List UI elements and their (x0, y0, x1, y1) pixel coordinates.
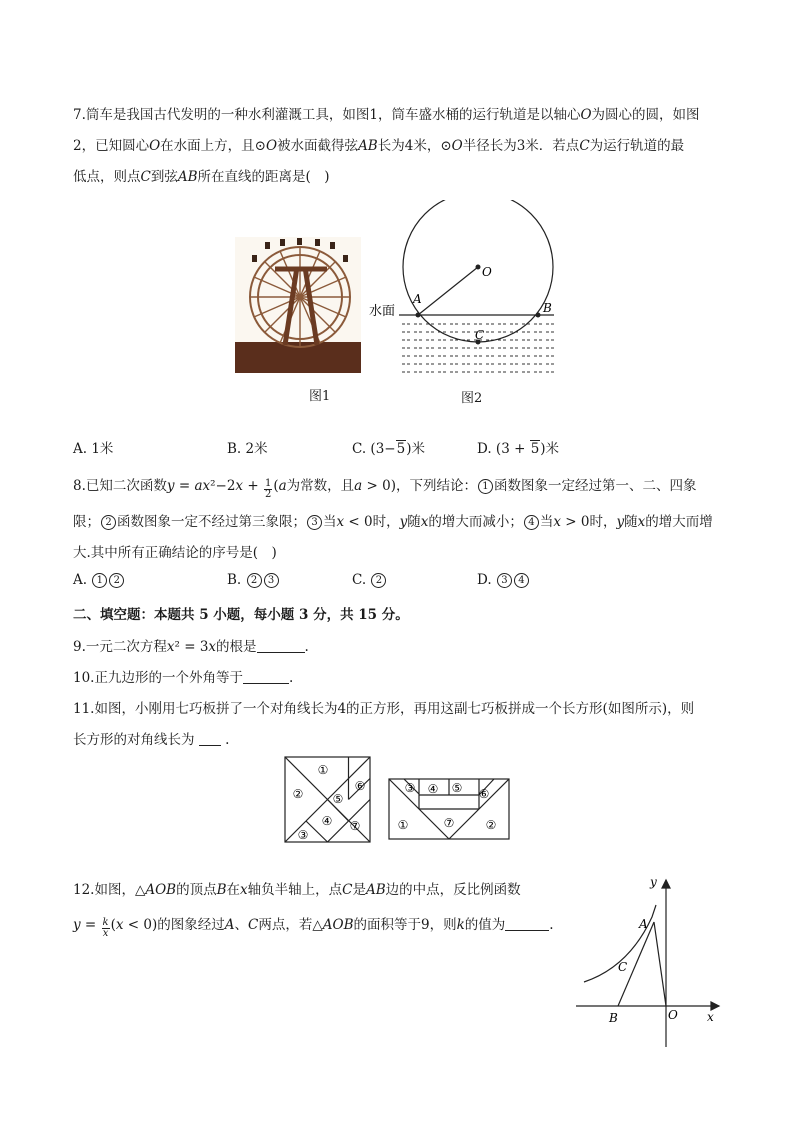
tangram-label: ⑦ (349, 819, 361, 833)
x-axis-arrow-icon (711, 1002, 719, 1010)
tangram-label: ① (317, 763, 329, 777)
q7-option-b[interactable]: B. 2米 (227, 441, 268, 457)
q7-option-a[interactable]: A. 1米 (73, 441, 114, 457)
q8-text-line2: 限； 2 函数图象一定不经过第三象限； 3 当x < 0时，y随x的增大而减小； 4 当x > 0时，y随x的增大而增 (73, 514, 713, 530)
q7-figure1-waterwheel-image (235, 237, 361, 373)
label-O: O (668, 1008, 678, 1022)
tangram-label: ⑥ (354, 779, 366, 793)
label-B: B (609, 1011, 618, 1025)
q11-tangram-square (283, 755, 373, 845)
q9-answer-blank[interactable] (257, 640, 305, 653)
tangram-label: ① (397, 818, 409, 832)
q7-figure1-caption: 图1 (309, 389, 331, 404)
axis-label-x: x (707, 1010, 714, 1024)
tangram-label: ⑥ (478, 787, 490, 801)
label-A: A (413, 292, 422, 306)
q7-figure2-caption: 图2 (461, 391, 483, 406)
axis-label-y: y (650, 875, 657, 889)
label-O: O (482, 265, 492, 279)
water-region (399, 317, 554, 373)
q7-text-line1: 7.筒车是我国古代发明的一种水利灌溉工具，如图1，筒车盛水桶的运行轨道是以轴心O为圆心的圆，如图 (73, 107, 700, 123)
q9-text: 9.一元二次方程x² = 3x的根是 . (73, 639, 309, 655)
label-C: C (618, 960, 628, 974)
tangram-label: ② (292, 787, 304, 801)
tangram-label: ② (485, 818, 497, 832)
q8-text-line1: 8.已知二次函数y = ax²−2x + $\frac{1}{2}$ (a为常数，且a > 0)，下列结论： 1 函数图象一定经过第一、二、四象 (73, 478, 697, 500)
tangram-label: ④ (427, 782, 439, 796)
tangram-label: ④ (321, 814, 333, 828)
q7-text-line2: 2，已知圆心O在水面上方，且⊙O被水面截得弦AB长为4米，⊙O半径长为3米．若点C为运行轨道的最 (73, 138, 685, 154)
tangram-label: ⑤ (332, 792, 344, 806)
q11-text-line1: 11.如图，小刚用七巧板拼了一个对角线长为4的正方形，再用这副七巧板拼成一个长方形(如图所示)，则 (73, 701, 695, 717)
y-axis-arrow-icon (662, 880, 670, 888)
q8-option-c[interactable]: C. 2 (352, 572, 387, 588)
q11-tangram-rectangle (387, 777, 513, 843)
label-C: C (475, 328, 485, 342)
q8-option-d[interactable]: D. 3 4 (477, 572, 530, 588)
q7-figure2-diagram (365, 200, 565, 378)
tangram-label: ⑤ (451, 781, 463, 795)
q11-text-line2: 长方形的对角线长为 . (73, 732, 230, 748)
segment-AO (654, 922, 666, 1006)
q12-answer-blank[interactable] (505, 918, 549, 931)
label-B: B (543, 301, 552, 315)
tangram-label: ③ (404, 781, 416, 795)
q10-answer-blank[interactable] (243, 671, 289, 684)
q10-text: 10.正九边形的一个外角等于 . (73, 670, 294, 686)
q8-text-line3: 大.其中所有正确结论的序号是( ) (73, 545, 277, 561)
radius-OA (418, 267, 478, 315)
q7-option-d[interactable]: D. (3 + 5)米 (477, 441, 560, 457)
q12-graph (574, 872, 724, 1052)
section2-heading: 二、填空题：本题共 5 小题，每小题 3 分，共 15 分。 (73, 607, 409, 623)
tangram-label: ③ (297, 828, 309, 842)
q8-option-b[interactable]: B. 2 3 (227, 572, 280, 588)
q12-text-line1: 12.如图，△AOB的顶点B在x轴负半轴上，点C是AB边的中点，反比例函数 (73, 882, 521, 898)
label-A: A (639, 917, 648, 931)
q7-text-line3: 低点，则点C到弦AB所在直线的距离是( ) (73, 169, 330, 185)
q12-text-line2: y = $\frac{k}{x}$ (x < 0)的图象经过A、C两点，若△AOB的面积等于9，则k的值为 . (73, 917, 554, 939)
q8-option-a[interactable]: A. 1 2 (73, 572, 125, 588)
water-surface-label: 水面 (369, 304, 396, 319)
q7-option-c[interactable]: C. (3−5)米 (352, 441, 425, 457)
q11-answer-blank[interactable] (199, 733, 221, 746)
tangram-label: ⑦ (443, 816, 455, 830)
